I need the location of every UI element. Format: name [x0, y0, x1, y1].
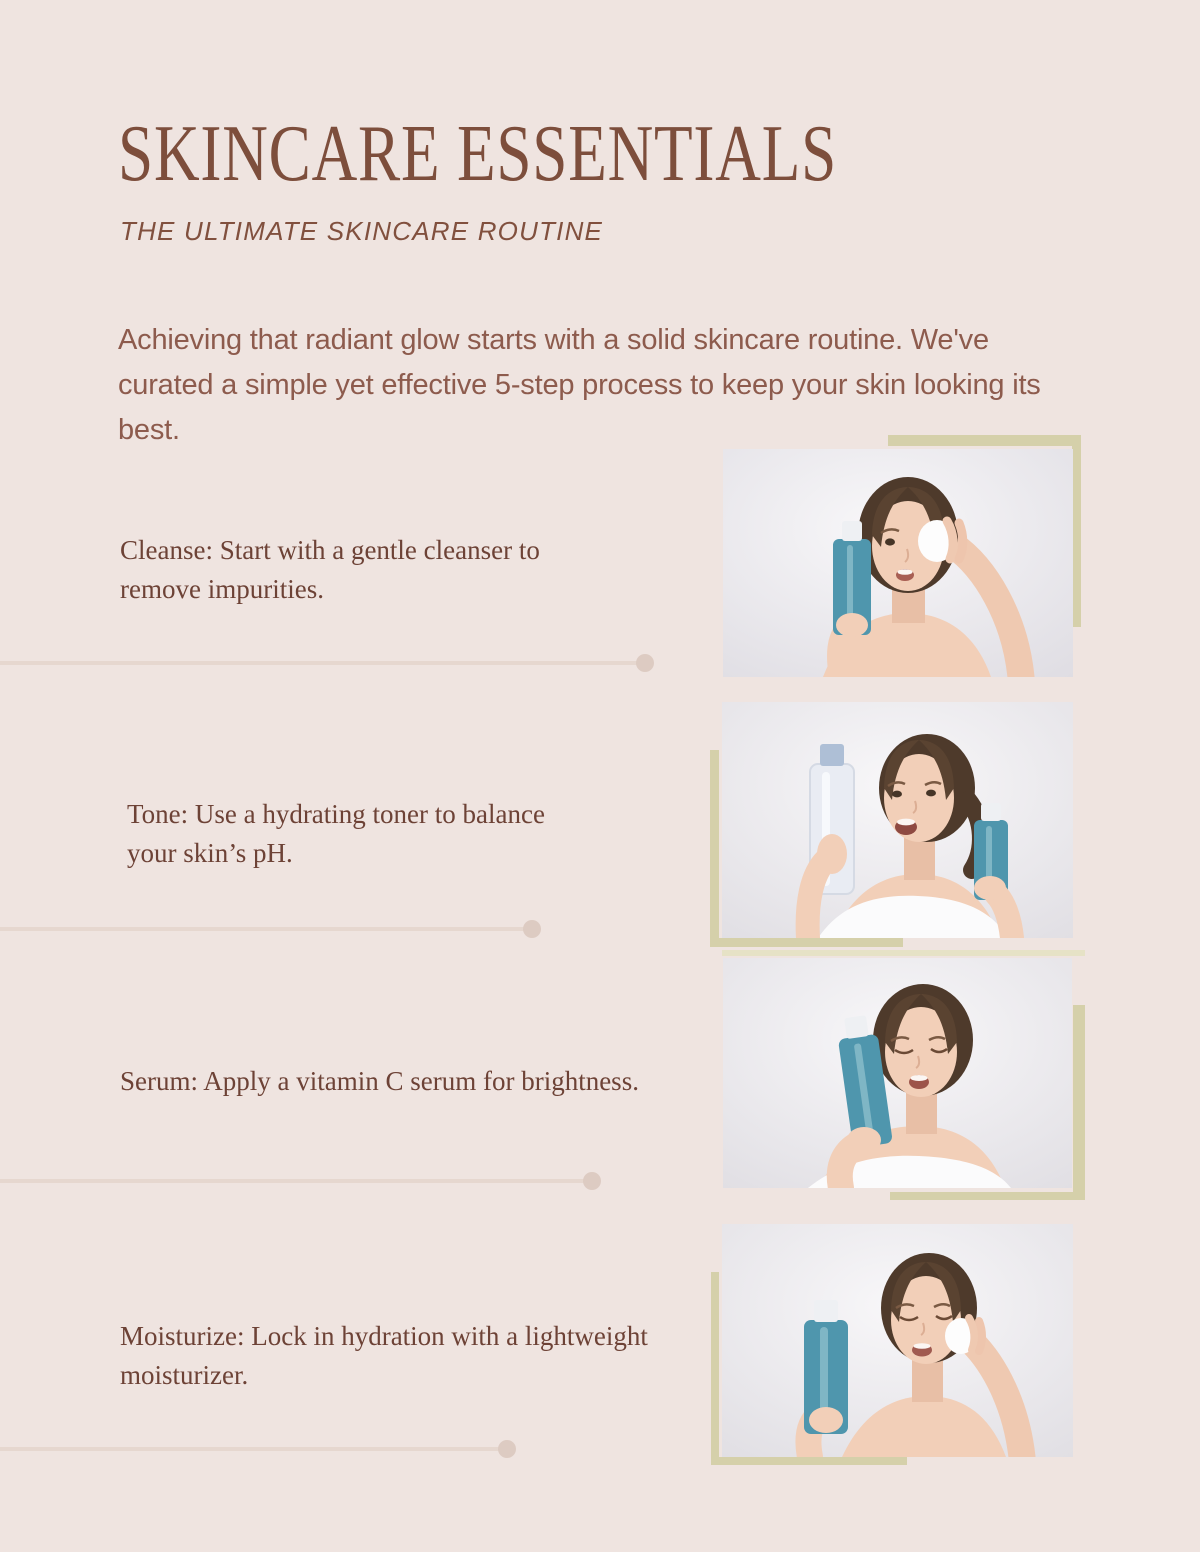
- divider-dot: [583, 1172, 601, 1190]
- photo-tone: [722, 702, 1073, 938]
- page-subtitle: THE ULTIMATE SKINCARE ROUTINE: [120, 216, 604, 246]
- photo-frame-accent: [722, 950, 1085, 956]
- photo-serum: [723, 958, 1072, 1188]
- divider-dot: [636, 654, 654, 672]
- divider-line: [0, 1179, 592, 1183]
- divider-dot: [498, 1440, 516, 1458]
- step-moisturize-text: Moisturize: Lock in hydration with a lightweight moisturizer.: [120, 1321, 648, 1390]
- page-title: SKINCARE ESSENTIALS: [118, 110, 838, 198]
- photo-moisturize: [722, 1224, 1073, 1457]
- step-tone-text: Tone: Use a hydrating toner to balance your skin’s pH.: [127, 799, 545, 868]
- step-cleanse-text: Cleanse: Start with a gentle cleanser to remove impurities.: [120, 535, 540, 604]
- divider-line: [0, 661, 645, 665]
- photo-cleanse: [723, 449, 1073, 677]
- intro-paragraph: Achieving that radiant glow starts with a solid skincare routine. We've curated a simple yet effective 5-step process to keep your skin looking its best.: [118, 324, 1041, 446]
- step-serum-text: Serum: Apply a vitamin C serum for brightness.: [120, 1066, 639, 1096]
- divider-line: [0, 927, 532, 931]
- divider-dot: [523, 920, 541, 938]
- divider-line: [0, 1447, 507, 1451]
